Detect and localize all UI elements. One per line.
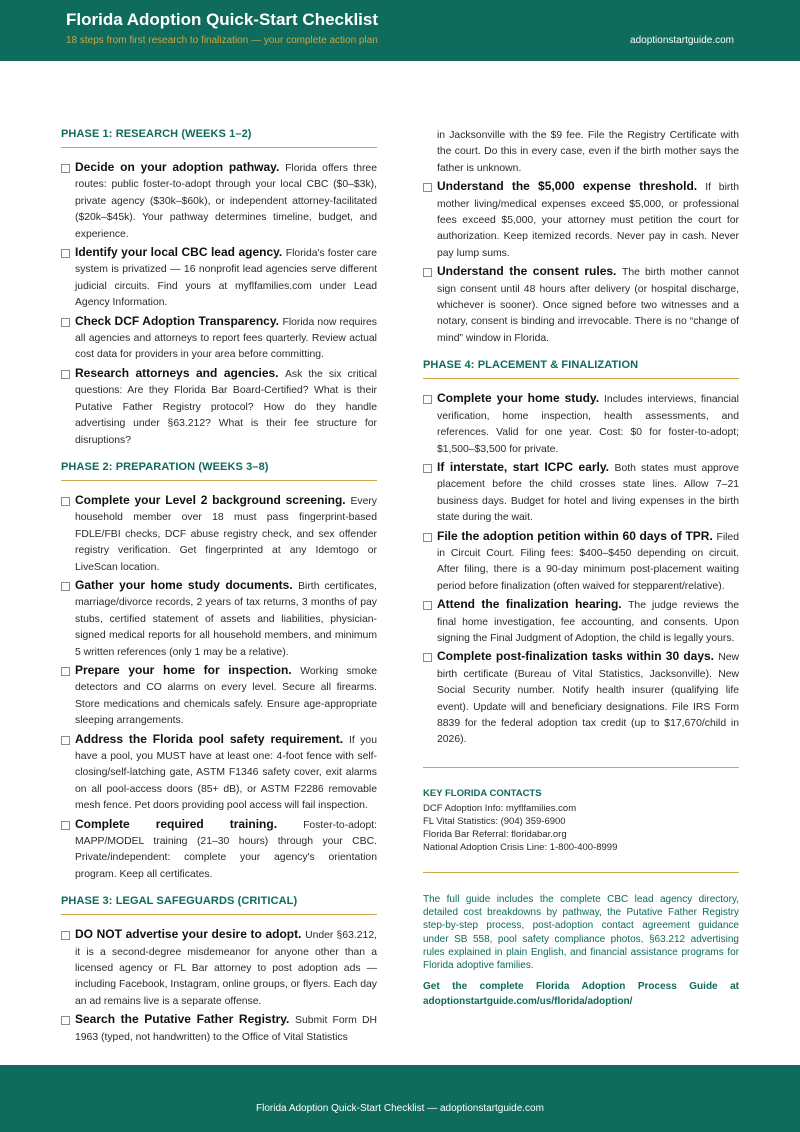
- item-body: Filed in Circuit Court. Filing fees: $400–$450 depending on circuit. After filing, there is a 90-day minimum post-placement waiting period before finalization (often waived for stepparent/relative).: [437, 531, 739, 592]
- checkbox[interactable]: [423, 183, 432, 192]
- checkbox[interactable]: [423, 533, 432, 542]
- right-column: [423, 128, 739, 1009]
- phase-2-heading: PHASE 2: PREPARATION (WEEKS 3–8): [61, 460, 269, 473]
- item-lead: Attend the finalization hearing.: [437, 597, 629, 612]
- checklist-item: [423, 459, 739, 527]
- item-body: Working smoke detectors and CO alarms on every level. Secure all firearms. Store medications and chemicals safely. Ensure age-appropriate sleeping arrangements.: [75, 665, 377, 727]
- item-body-continued: in Jacksonville with the $9 fee. File the Registry Certificate with the court. Do this in every case, even if the birth mother says the father is unknown.: [437, 130, 739, 174]
- checkbox[interactable]: [61, 821, 70, 830]
- checklist-item: [423, 528, 739, 596]
- page-title: Florida Adoption Quick-Start Checklist: [66, 10, 379, 29]
- divider: [61, 147, 377, 148]
- promo-text: The full guide includes the complete CBC lead agency directory, detailed cost breakdowns by pathway, the Putative Father Registry step-by-step process, post-adoption contact agreement guidance under SB 558, pool safety compliance photos, §63.212 advertising rules explained in plain English, and financial assistance programs for Florida adoptive families.: [423, 893, 739, 972]
- footer-text: Florida Adoption Quick-Start Checklist — adoptionstartguide.com: [256, 1103, 544, 1114]
- checklist-item: [61, 365, 377, 449]
- phase-4-heading: PHASE 4: PLACEMENT & FINALIZATION: [423, 359, 639, 372]
- checkbox[interactable]: [423, 395, 432, 404]
- checkbox[interactable]: [61, 318, 70, 327]
- item-lead: Check DCF Adoption Transparency.: [75, 313, 283, 328]
- item-lead: Understand the $5,000 expense threshold.: [437, 179, 706, 194]
- checklist-item: [61, 816, 377, 884]
- checkbox[interactable]: [61, 249, 70, 258]
- checklist-item: [61, 731, 377, 815]
- checkbox[interactable]: [61, 164, 70, 173]
- item-lead: Decide on your adoption pathway.: [75, 160, 286, 174]
- item-lead: Complete your Level 2 background screening.: [75, 492, 351, 507]
- item-body: If birth mother living/medical expenses exceed $5,000, or professional fees exceed $5,000, your attorney must petition the court for authorization. Keep itemized records. Never pay in cash. Never pay lump sums.: [437, 182, 740, 259]
- checklist-item: [423, 648, 739, 748]
- item-lead: Complete your home study.: [437, 391, 605, 406]
- contacts-heading: KEY FLORIDA CONTACTS: [423, 787, 542, 799]
- item-lead: Complete post-finalization tasks within 30 days.: [437, 649, 719, 664]
- item-lead: Prepare your home for inspection.: [75, 662, 301, 677]
- checklist-item: [423, 178, 739, 262]
- item-lead: Address the Florida pool safety requirement.: [75, 731, 350, 746]
- item-lead: DO NOT advertise your desire to adopt.: [75, 927, 306, 942]
- contact-line: National Adoption Crisis Line: 1-800-400-8999: [423, 841, 618, 853]
- item-lead: Complete required training.: [75, 816, 304, 831]
- item-body: The judge reviews the final home investigation, fee accounting, and consents. Upon signing the Final Judgment of Adoption, the child is legally yours.: [437, 600, 740, 644]
- contact-line: DCF Adoption Info: myflfamilies.com: [423, 802, 577, 814]
- item-body: If you have a pool, you MUST have at least one: 4-foot fence with self-closing/self-latching gate, ASTM F1346 safety cover, exit alarms on all pool-access doors (85+ dB), or ASTM F2286 removable mesh fence. Pet doors providing pool access will fail inspection.: [75, 734, 377, 812]
- contacts-block: [423, 788, 739, 854]
- checklist-item: [61, 926, 377, 1010]
- checklist-item: [61, 1011, 377, 1046]
- item-body: Florida's foster care system is privatized — 16 nonprofit lead agencies serve different judicial circuits. Find yours at myflfamilies.com under Lead Agency Information.: [75, 248, 377, 309]
- divider: [423, 767, 739, 768]
- checklist-item: [61, 492, 377, 576]
- item-body: Includes interviews, financial verification, home inspection, health assessments, and references. Valid for one year. Cost: $0 for foster-to-adopt; $1,500–$3,500 for private.: [437, 394, 739, 455]
- divider: [423, 872, 739, 873]
- item-body: The birth mother cannot sign consent until 48 hours after delivery (or hospital discharge, whichever is sooner). Once signed before two witnesses and a notary, consent is binding and irrevocable. There is no “change of mind” window in Florida.: [437, 267, 739, 344]
- item-body: Under §63.212, it is a second-degree misdemeanor for anyone other than a licensed agency or FL Bar attorney to post adoption ads — including Facebook, Instagram, online groups, or flyers. Each day an ad remains live is a separate offense.: [75, 930, 378, 1007]
- checklist-item: [423, 390, 739, 458]
- item-body: Submit Form DH 1963 (typed, not handwritten) to the Office of Vital Statistics: [75, 1015, 377, 1043]
- checkbox[interactable]: [423, 653, 432, 662]
- item-lead: Understand the consent rules.: [437, 264, 622, 279]
- page-footer: [0, 1065, 800, 1132]
- item-body: Every household member over 18 must pass fingerprint-based FDLE/FBI checks, DCF abuse registry check, and sex offender registry verification. Get fingerprinted at any Idemtogo or LiveScan location.: [75, 495, 377, 573]
- divider: [423, 378, 739, 379]
- checklist-item: [423, 596, 739, 647]
- item-body: Both states must approve placement before the child crosses state lines. Allow 7–21 business days. Budget for hotel and living expenses in the birth state during the wait.: [437, 462, 739, 524]
- checklist-item: [61, 313, 377, 364]
- guide-link[interactable]: Get the complete Florida Adoption Process Guide at adoptionstartguide.com/us/florida/adoption/: [423, 980, 739, 1007]
- item-body: Florida now requires all agencies and attorneys to report fees quarterly. Review actual cost data for providers in your area before committing.: [75, 316, 378, 361]
- item-lead: File the adoption petition within 60 days of TPR.: [437, 528, 717, 543]
- checklist-item: [61, 244, 377, 312]
- checkbox[interactable]: [61, 667, 70, 676]
- item-body: Foster-to-adopt: MAPP/MODEL training (21–30 hours) through your CBC. Private/independent: complete your agency's orientation program. Keep all certificates.: [75, 819, 377, 880]
- checkbox[interactable]: [61, 736, 70, 745]
- checkbox[interactable]: [61, 1016, 70, 1025]
- item-lead: Research attorneys and agencies.: [75, 365, 285, 380]
- item-lead: Gather your home study documents.: [75, 577, 299, 592]
- checkbox[interactable]: [61, 497, 70, 506]
- checklist-item: [61, 662, 377, 730]
- checklist-item: [423, 263, 739, 347]
- item-lead: Identify your local CBC lead agency.: [75, 245, 286, 260]
- checkbox[interactable]: [423, 268, 432, 277]
- item-lead: If interstate, start ICPC early.: [437, 459, 615, 474]
- divider: [61, 914, 377, 915]
- page-header: [0, 0, 800, 61]
- checklist-item: [61, 159, 377, 243]
- checkbox[interactable]: [61, 931, 70, 940]
- item-body: Birth certificates, marriage/divorce records, 2 years of tax returns, 3 months of pay stubs, certified statement of assets and liabilities, physician-signed medical reports for all household members, and minimum 5 written references (only 1 may be a relative).: [75, 580, 377, 658]
- contact-line: FL Vital Statistics: (904) 359-6900: [423, 815, 566, 827]
- item-lead: Search the Putative Father Registry.: [75, 1012, 296, 1027]
- item-body: New birth certificate (Bureau of Vital Statistics, Jacksonville). New Social Security number. Notify health insurer (qualifying life event). Update will and beneficiary designations. File IRS Form 8839 for the federal adoption tax credit (up to $17,670/child in 2026).: [437, 652, 739, 746]
- checkbox[interactable]: [423, 464, 432, 473]
- checkbox[interactable]: [61, 582, 70, 591]
- checkbox[interactable]: [61, 370, 70, 379]
- checklist-item: [61, 577, 377, 661]
- item-body: Ask the six critical questions: Are they Florida Bar Board-Certified? What is their Putative Father Registry protocol? How do they handle advertising under §63.212? What is their fee structure for disruptions?: [75, 368, 377, 446]
- item-body: Florida offers three routes: public foster-to-adopt through your local CBC ($0–$3k), private agency ($30k–$60k), or independent attorney-facilitated ($20k–$45k). Your pathway determines timeline, budget, and experience.: [75, 163, 377, 240]
- contact-line: Florida Bar Referral: floridabar.org: [423, 828, 567, 840]
- phase-1-heading: PHASE 1: RESEARCH (WEEKS 1–2): [61, 128, 252, 140]
- divider: [61, 480, 377, 481]
- page-subtitle: 18 steps from first research to finalization — your complete action plan: [66, 35, 378, 46]
- phase-3-heading: PHASE 3: LEGAL SAFEGUARDS (CRITICAL): [61, 895, 298, 908]
- left-column: [61, 128, 377, 1047]
- checkbox[interactable]: [423, 601, 432, 610]
- header-site-link[interactable]: adoptionstartguide.com: [630, 35, 734, 46]
